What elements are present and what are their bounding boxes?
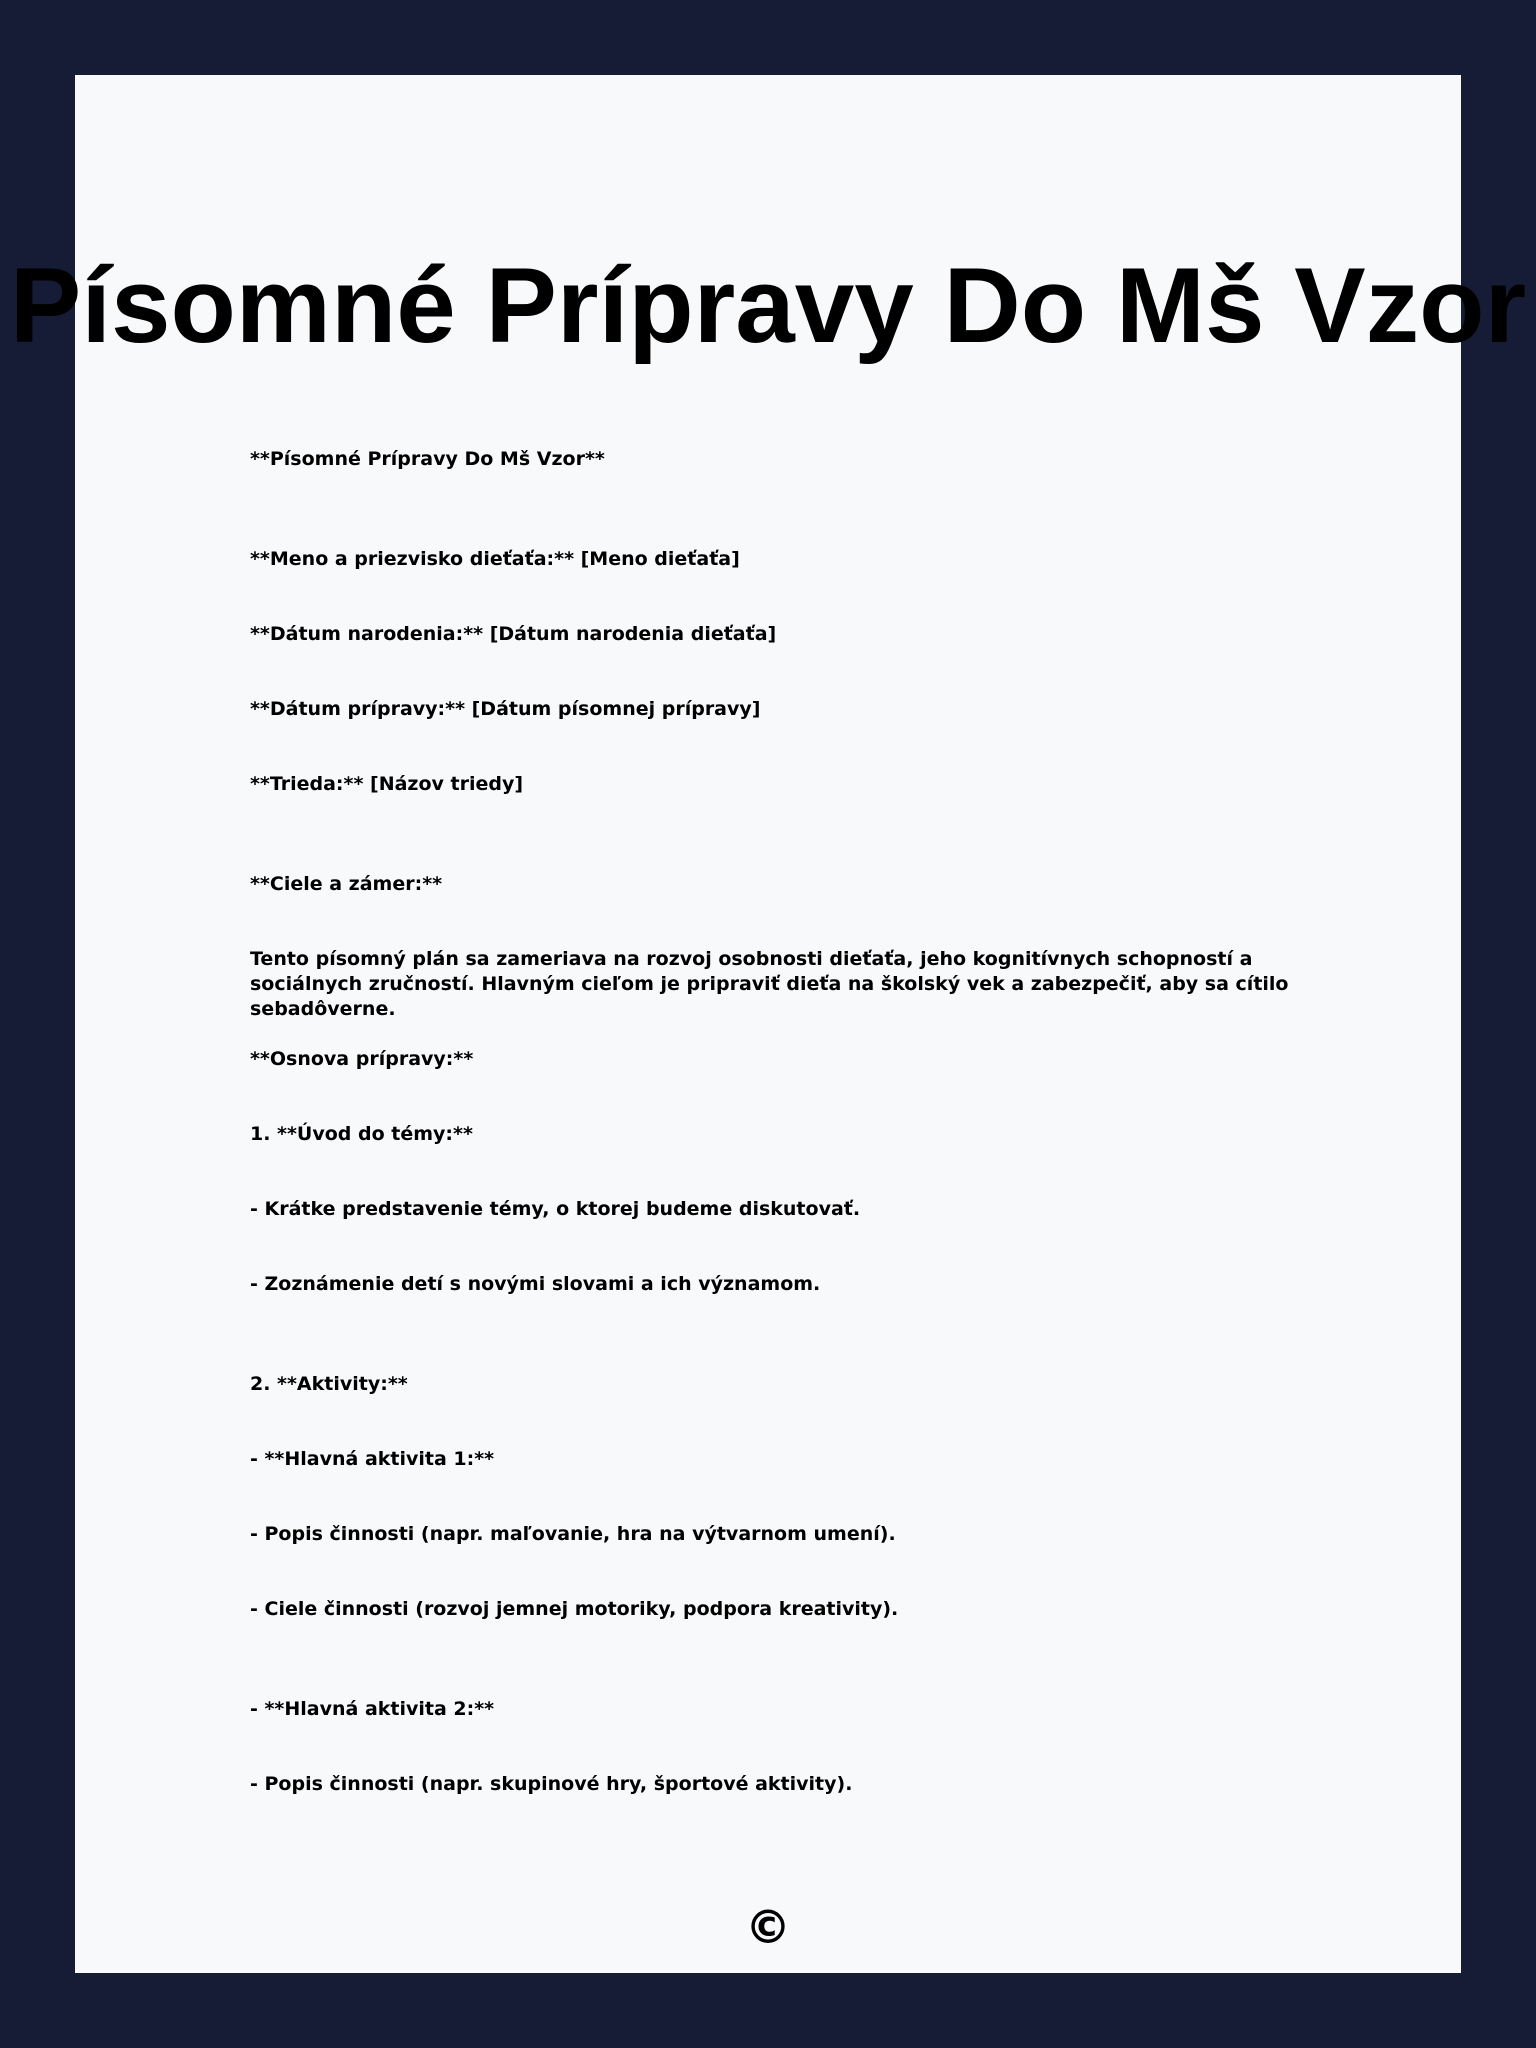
field-class: **Trieda:** [Názov triedy]	[250, 773, 524, 795]
document-title: Písomné Prípravy Do Mš Vzor	[9, 245, 1527, 365]
outline-heading: **Osnova prípravy:**	[250, 1048, 474, 1070]
activity-1-heading: - **Hlavná aktivita 1:**	[250, 1448, 495, 1470]
activity-2-heading: - **Hlavná aktivita 2:**	[250, 1698, 495, 1720]
goals-paragraph: Tento písomný plán sa zameriava na rozvoj osobnosti dieťaťa, jeho kognitívnych schopností a sociálnych zručností. Hlavným cieľom je pripraviť dieťa na školský vek a zabezpečiť, aby sa cítilo sebadôverne.	[250, 948, 1289, 1020]
goals-heading: **Ciele a zámer:**	[250, 873, 443, 895]
field-birth-date: **Dátum narodenia:** [Dátum narodenia dieťaťa]	[250, 623, 777, 645]
list-item: - Krátke predstavenie témy, o ktorej budeme diskutovať.	[250, 1198, 861, 1220]
list-item: - Ciele činnosti (rozvoj jemnej motoriky, podpora kreativity).	[250, 1598, 899, 1620]
document-body	[250, 447, 1290, 1797]
body-heading: **Písomné Prípravy Do Mš Vzor**	[250, 448, 605, 470]
copyright-icon: ©	[745, 1900, 791, 1954]
field-prep-date: **Dátum prípravy:** [Dátum písomnej prípravy]	[250, 698, 761, 720]
list-item: - Popis činnosti (napr. skupinové hry, športové aktivity).	[250, 1773, 853, 1795]
outline-item-intro: 1. **Úvod do témy:**	[250, 1123, 473, 1145]
outline-item-activities: 2. **Aktivity:**	[250, 1373, 408, 1395]
list-item: - Popis činnosti (napr. maľovanie, hra na výtvarnom umení).	[250, 1523, 896, 1545]
field-child-name: **Meno a priezvisko dieťaťa:** [Meno dieťaťa]	[250, 548, 740, 570]
list-item: - Zoznámenie detí s novými slovami a ich významom.	[250, 1273, 821, 1295]
